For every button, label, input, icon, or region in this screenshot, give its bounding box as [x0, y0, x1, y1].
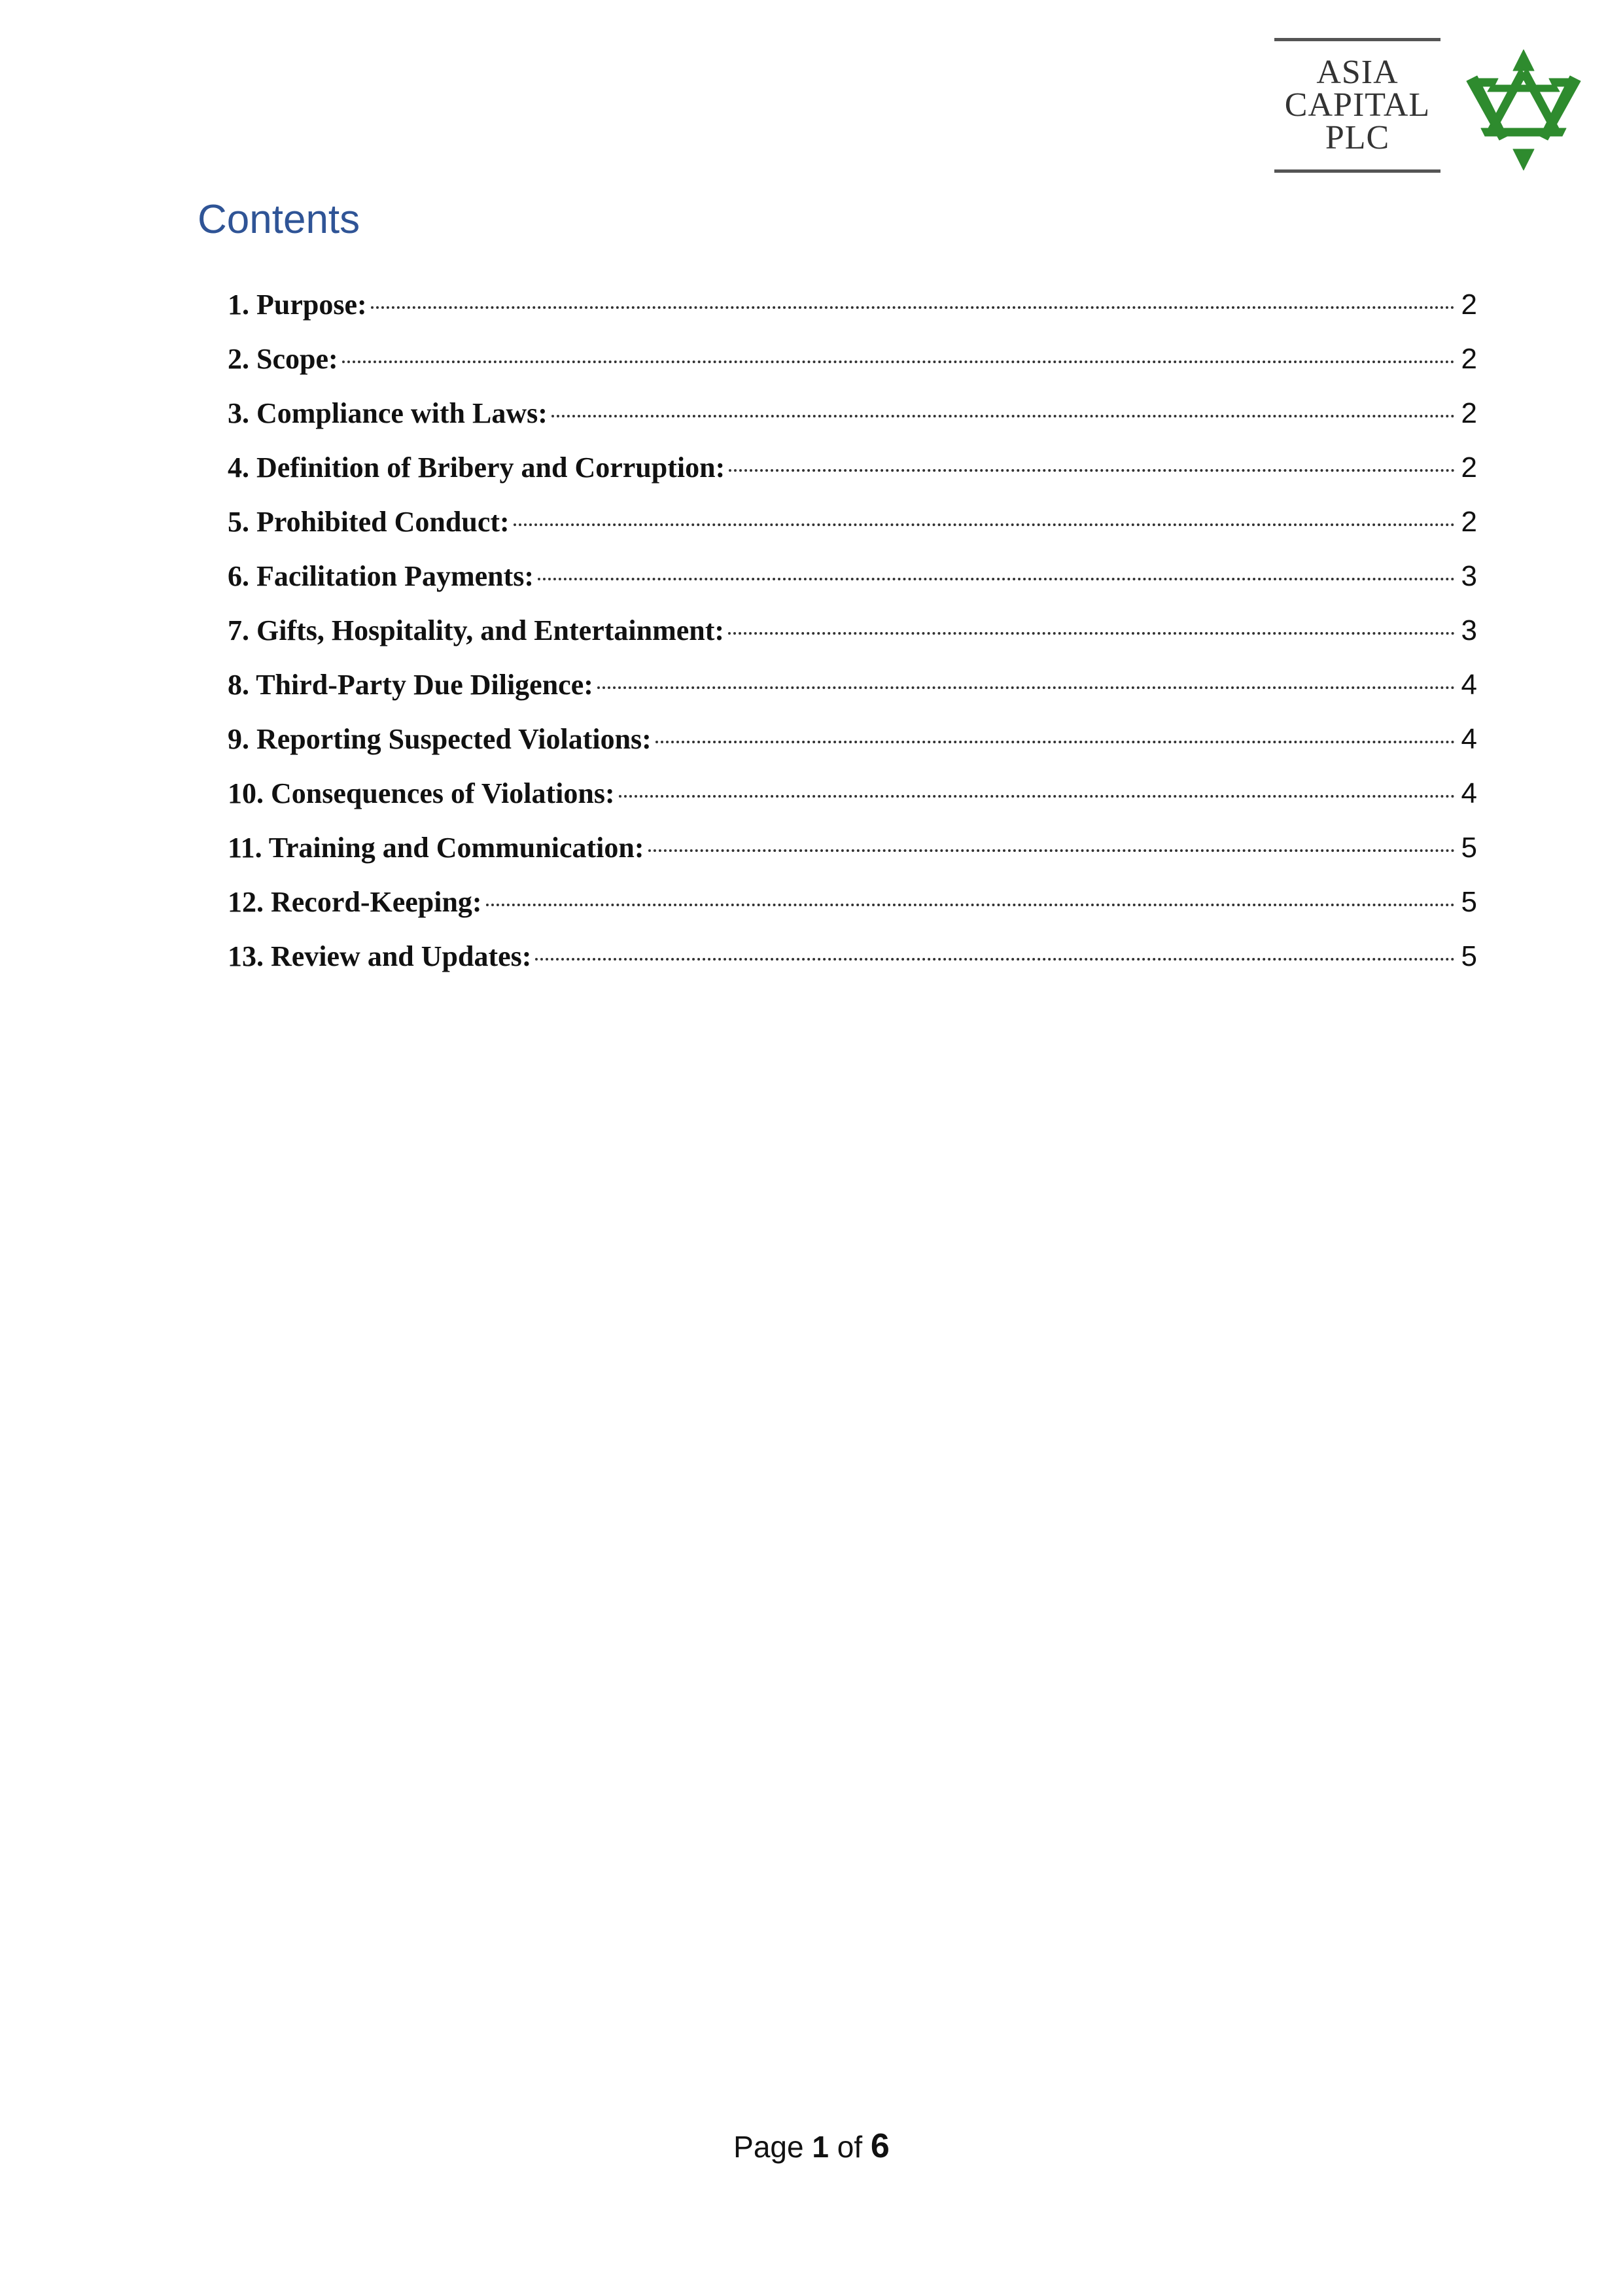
page-footer	[0, 2127, 1623, 2166]
toc-dot-leader	[648, 849, 1455, 852]
toc-entry-page: 3	[1461, 614, 1477, 646]
logo-wordmark	[1274, 38, 1440, 173]
toc-entry-label: 10. Consequences of Violations:	[228, 777, 615, 809]
toc-entry-page: 2	[1461, 451, 1477, 484]
toc-entry-compliance-with-laws[interactable]	[228, 397, 1477, 451]
toc-entry-purpose[interactable]	[228, 288, 1477, 342]
toc-entry-label: 4. Definition of Bribery and Corruption:	[228, 451, 725, 484]
star-emblem-icon	[1461, 44, 1586, 175]
toc-entry-facilitation-payments[interactable]	[228, 559, 1477, 614]
toc-dot-leader	[729, 469, 1454, 472]
toc-entry-label: 2. Scope:	[228, 343, 338, 375]
toc-entry-page: 4	[1461, 669, 1477, 701]
toc-dot-leader	[342, 361, 1455, 363]
toc-entry-page: 2	[1461, 343, 1477, 375]
toc-dot-leader	[371, 306, 1455, 309]
toc-entry-label: 13. Review and Updates:	[228, 940, 532, 972]
toc-dot-leader	[597, 686, 1455, 689]
toc-dot-leader	[655, 741, 1455, 743]
toc-entry-label: 9. Reporting Suspected Violations:	[228, 723, 652, 755]
toc-entry-page: 3	[1461, 560, 1477, 592]
footer-total-pages: 6	[870, 2127, 890, 2165]
toc-entry-label: 1. Purpose:	[228, 289, 367, 321]
toc-entry-definition-of-bribery[interactable]	[228, 451, 1477, 505]
logo-line: ASIA	[1316, 54, 1399, 91]
toc-entry-page: 4	[1461, 723, 1477, 755]
toc-entry-training-and-communication[interactable]	[228, 831, 1477, 885]
toc-dot-leader	[486, 904, 1455, 906]
toc-entry-record-keeping[interactable]	[228, 885, 1477, 940]
toc-entry-prohibited-conduct[interactable]	[228, 505, 1477, 559]
toc-entry-page: 2	[1461, 506, 1477, 538]
toc-entry-label: 12. Record-Keeping:	[228, 886, 482, 918]
toc-dot-leader	[551, 415, 1455, 417]
logo-line: PLC	[1325, 119, 1390, 156]
toc-entry-page: 2	[1461, 397, 1477, 429]
toc-entry-label: 11. Training and Communication:	[228, 832, 644, 864]
toc-entry-label: 7. Gifts, Hospitality, and Entertainment:	[228, 614, 725, 646]
table-of-contents	[228, 288, 1477, 994]
toc-entry-page: 2	[1461, 289, 1477, 321]
toc-entry-page: 5	[1461, 832, 1477, 864]
toc-dot-leader	[728, 632, 1454, 635]
toc-entry-label: 8. Third-Party Due Diligence:	[228, 669, 593, 701]
toc-dot-leader	[619, 795, 1455, 798]
company-logo	[1274, 38, 1601, 182]
toc-entry-reporting-violations[interactable]	[228, 722, 1477, 777]
toc-entry-gifts-hospitality[interactable]	[228, 614, 1477, 668]
toc-entry-consequences-of-violations[interactable]	[228, 777, 1477, 831]
footer-current-page: 1	[812, 2130, 829, 2164]
footer-of-word: of	[837, 2130, 863, 2164]
toc-entry-label: 6. Facilitation Payments:	[228, 560, 534, 592]
toc-entry-review-and-updates[interactable]	[228, 940, 1477, 994]
toc-entry-page: 5	[1461, 886, 1477, 918]
footer-page-word: Page	[733, 2130, 804, 2164]
toc-entry-third-party-due-diligence[interactable]	[228, 668, 1477, 722]
toc-entry-page: 5	[1461, 940, 1477, 972]
logo-line: CAPITAL	[1284, 86, 1431, 124]
contents-heading: Contents	[198, 197, 360, 242]
toc-dot-leader	[538, 578, 1454, 580]
toc-entry-label: 5. Prohibited Conduct:	[228, 506, 510, 538]
toc-entry-scope[interactable]	[228, 342, 1477, 397]
toc-entry-label: 3. Compliance with Laws:	[228, 397, 548, 429]
toc-dot-leader	[535, 958, 1454, 961]
toc-entry-page: 4	[1461, 777, 1477, 809]
toc-dot-leader	[514, 523, 1455, 526]
